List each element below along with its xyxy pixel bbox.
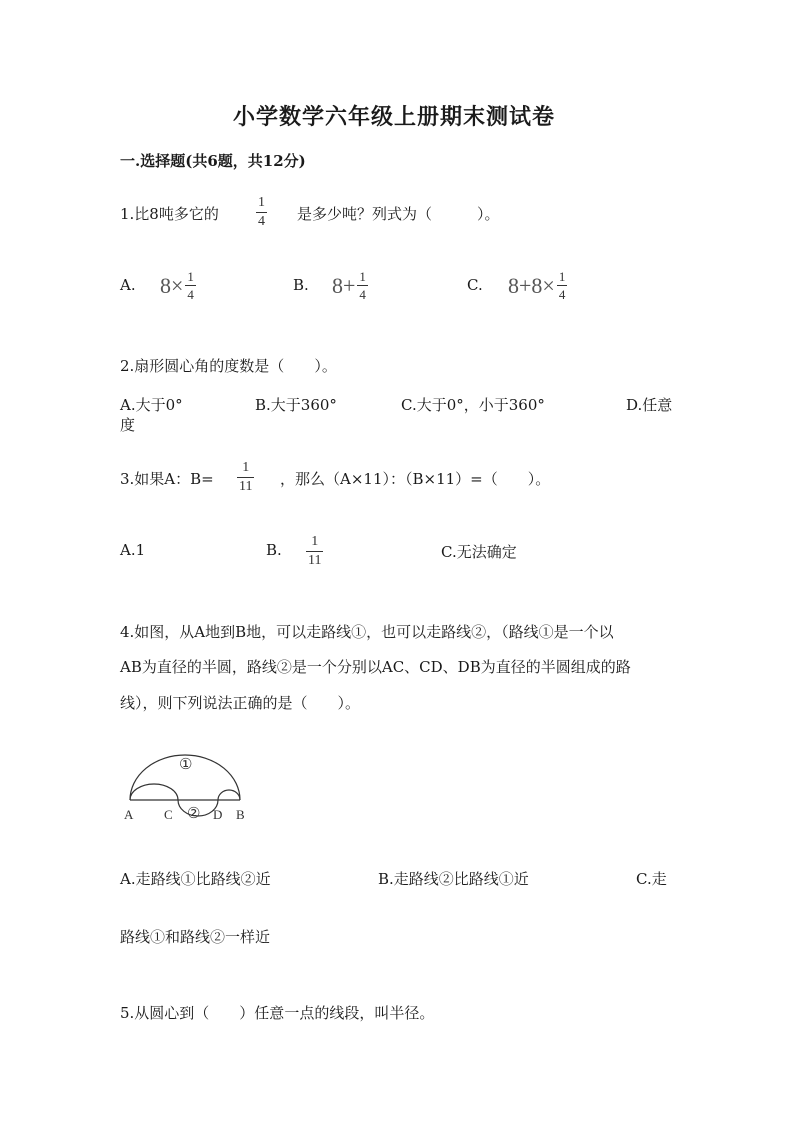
q1-option-a-fraction <box>185 270 196 301</box>
q2-option-b: B.大于360° <box>255 396 337 414</box>
page-title: 小学数学六年级上册期末测试卷 <box>233 104 556 130</box>
q1-fraction <box>256 196 267 229</box>
q1-option-a-text: 8× <box>160 272 184 298</box>
q1-option-a-denominator: 4 <box>187 287 194 302</box>
q4-stem-line-2: AB为直径的半圆，路线②是一个分别以AC、CD、DB为直径的半圆组成的路 <box>120 658 631 676</box>
q3-stem-after: ，那么（A×11）：（B×11）=（ ）。 <box>280 470 551 488</box>
route-1-label: ① <box>179 755 193 773</box>
q3-option-a: A.1 <box>120 541 146 559</box>
q1-stem-after: 是多少吨？列式为（ ）。 <box>297 205 500 223</box>
q4-option-a: A.走路线①比路线②近 <box>120 870 271 888</box>
point-c-label: C <box>164 807 173 822</box>
q2-option-d: D.任意 <box>626 396 673 414</box>
q3-option-b-denominator: 11 <box>308 553 322 568</box>
q2-stem: 2.扇形圆心角的度数是（ ）。 <box>120 357 337 375</box>
q1-option-b-denominator: 4 <box>359 287 366 302</box>
section-heading: 一.选择题(共6题，共12分) <box>120 152 306 170</box>
q2-option-a: A.大于0° <box>120 396 183 414</box>
q4-stem-line-3: 线），则下列说法正确的是（ ）。 <box>120 694 361 712</box>
q5-stem: 5.从圆心到（ ）任意一点的线段，叫半径。 <box>120 1004 435 1022</box>
q1-option-a-label: A. <box>120 276 136 294</box>
q3-fraction <box>237 461 254 494</box>
q1-option-b-numerator: 1 <box>359 269 366 284</box>
q1-stem-before: 1.比8吨多它的 <box>120 205 219 223</box>
q3-option-b-fraction <box>306 535 323 568</box>
route-2-arc-db <box>218 790 240 800</box>
q3-option-b-label: B. <box>266 541 282 559</box>
q2-option-d-wrap: 度 <box>120 416 136 434</box>
q1-option-b-fraction <box>357 270 368 301</box>
q3-fraction-denominator: 11 <box>239 479 253 494</box>
q1-option-c-text: 8+8× <box>508 272 555 298</box>
q3-stem-before: 3.如果A：B= <box>120 470 214 488</box>
q3-fraction-numerator: 1 <box>242 460 250 475</box>
q1-option-c-label: C. <box>467 276 483 294</box>
q3-option-c: C.无法确定 <box>441 543 517 561</box>
point-a-label: A <box>124 807 134 822</box>
route-2-label: ② <box>187 804 201 822</box>
q1-fraction-numerator: 1 <box>258 195 265 210</box>
q1-option-c-numerator: 1 <box>558 269 566 284</box>
q1-option-c-denominator: 4 <box>558 287 566 302</box>
point-d-label: D <box>213 807 223 822</box>
q4-route-figure <box>118 745 258 825</box>
q1-option-b-label: B. <box>293 276 309 294</box>
q1-option-a-numerator: 1 <box>187 269 194 284</box>
q1-option-a-expr <box>160 270 196 301</box>
q4-option-c: C.走 <box>636 870 667 888</box>
q2-option-c: C.大于0°，小于360° <box>401 396 545 414</box>
route-2-arc-ac <box>130 784 178 800</box>
q1-option-b-expr <box>332 270 368 301</box>
point-b-label: B <box>236 807 245 822</box>
q1-option-c-fraction <box>557 270 568 301</box>
q1-option-b-text: 8+ <box>332 272 356 298</box>
q4-stem-line-1: 4.如图，从A地到B地，可以走路线①，也可以走路线②，（路线①是一个以 <box>120 623 614 641</box>
q4-option-b: B.走路线②比路线①近 <box>378 870 529 888</box>
q1-option-c-expr <box>508 270 567 301</box>
q3-option-b-numerator: 1 <box>311 534 319 549</box>
q4-option-c-wrap: 路线①和路线②一样近 <box>120 928 271 946</box>
q1-fraction-denominator: 4 <box>258 214 265 229</box>
